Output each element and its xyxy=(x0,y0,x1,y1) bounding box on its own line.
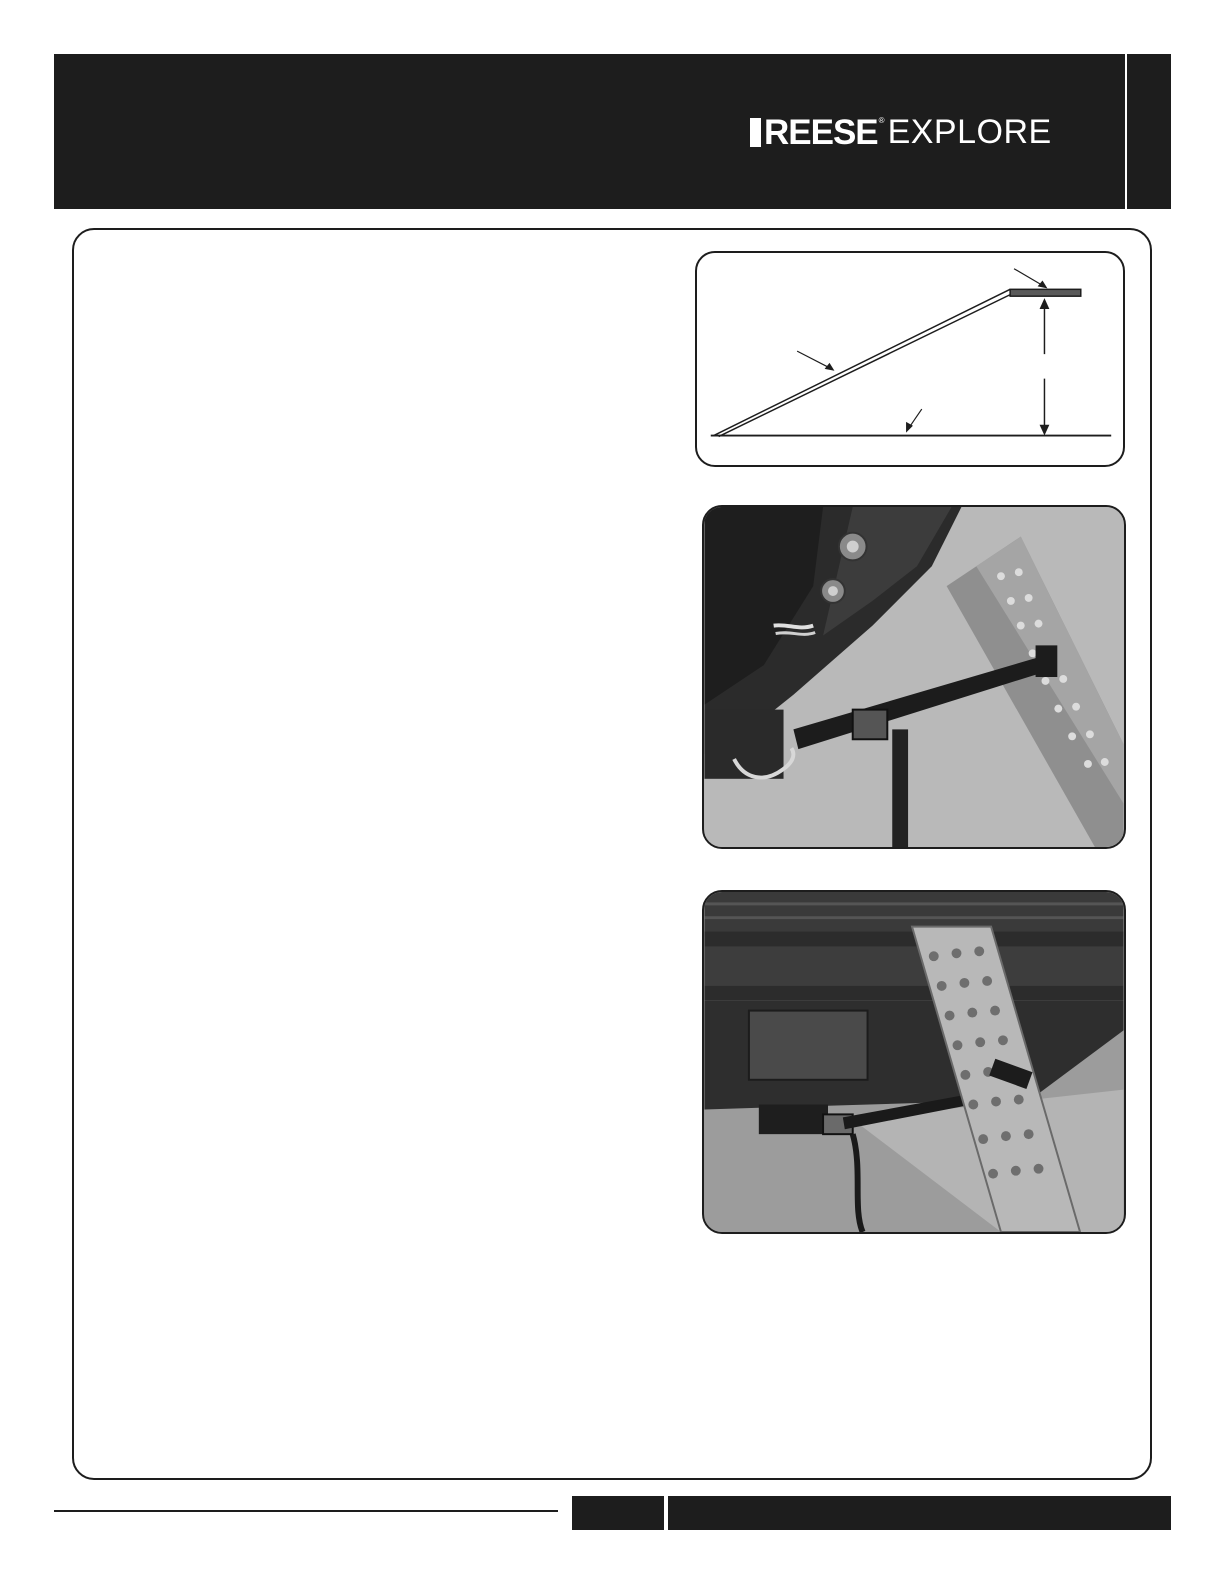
logo-brand: REESE xyxy=(764,112,878,152)
footer-rule xyxy=(54,1510,558,1512)
tailgate-leader xyxy=(1014,269,1042,286)
ramp-tailgate-photo xyxy=(702,890,1126,1234)
footer-page-block xyxy=(572,1496,664,1530)
logo-sub-brand: EXPLORE xyxy=(887,113,1052,151)
ramp-leader-head xyxy=(825,363,835,371)
footer-bar xyxy=(668,1496,1171,1530)
height-arrow-bottom-head xyxy=(1040,425,1050,436)
ramp-diagram-figure xyxy=(695,251,1125,467)
logo-mark xyxy=(750,118,761,147)
strap-hitch-photo-illustration xyxy=(704,507,1124,847)
ramp-leader xyxy=(797,351,829,368)
ramp-tailgate-photo-illustration xyxy=(704,892,1124,1232)
strap-hitch-photo xyxy=(702,505,1126,849)
ramp-edge-top xyxy=(714,289,1010,435)
ramp-diagram xyxy=(697,253,1123,465)
height-arrow-top-head xyxy=(1040,298,1050,309)
header-divider xyxy=(1125,54,1127,209)
tailgate-platform xyxy=(1010,289,1081,296)
reese-explore-logo xyxy=(750,112,1052,152)
logo-registered-mark: ® xyxy=(878,116,885,125)
ramp-edge-bottom xyxy=(719,293,1013,436)
tailgate-leader-head xyxy=(1038,280,1048,288)
